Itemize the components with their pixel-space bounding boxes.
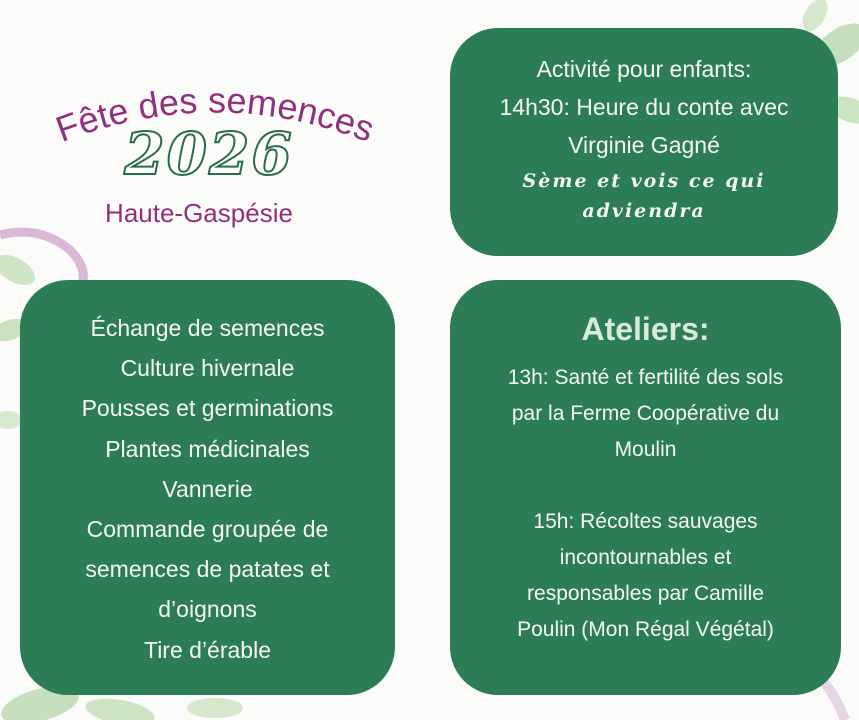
event-region: Haute-Gaspésie [105,198,293,228]
kids-activity-time: 14h30: Heure du conte avec [499,94,789,120]
workshop-spacer [450,468,841,504]
event-title-block [20,70,420,240]
kids-activity-heading: Activité pour enfants: [536,56,752,82]
event-year: 2026 [124,120,294,188]
workshop-1-line: par la Ferme Coopérative du [511,402,780,425]
workshop-2-line: 15h: Récoltes sauvages [533,510,758,533]
activity-item: Tire d’érable [144,636,271,663]
kids-activity-host: Virginie Gagné [568,132,720,158]
workshops-heading: Ateliers: [581,311,710,347]
activity-item: Plantes médicinales [105,435,310,462]
activity-item: Échange de semences [90,315,325,341]
workshop-2-line: Poulin (Mon Régal Végétal) [517,618,774,641]
workshop-2-line: incontournables et [559,546,732,569]
activity-item: d’oignons [158,596,257,623]
activity-item: Pousses et germinations [81,395,334,422]
activity-item: Culture hivernale [120,355,295,382]
workshops-card [450,280,841,695]
activity-item: Commande groupée de [86,516,329,543]
activities-card [20,280,395,695]
workshop-1-line: 13h: Santé et fertilité des sols [507,366,784,389]
kids-activity-quote: Sème et vois ce qui adviendra [522,170,766,222]
kids-activity-card [450,28,838,256]
workshop-2-line: responsables par Camille [527,582,764,605]
activity-item: semences de patates et [85,556,330,583]
workshop-1-line: Moulin [614,438,677,461]
activity-item: Vannerie [162,475,253,502]
event-title: Fête des semences [50,79,380,150]
